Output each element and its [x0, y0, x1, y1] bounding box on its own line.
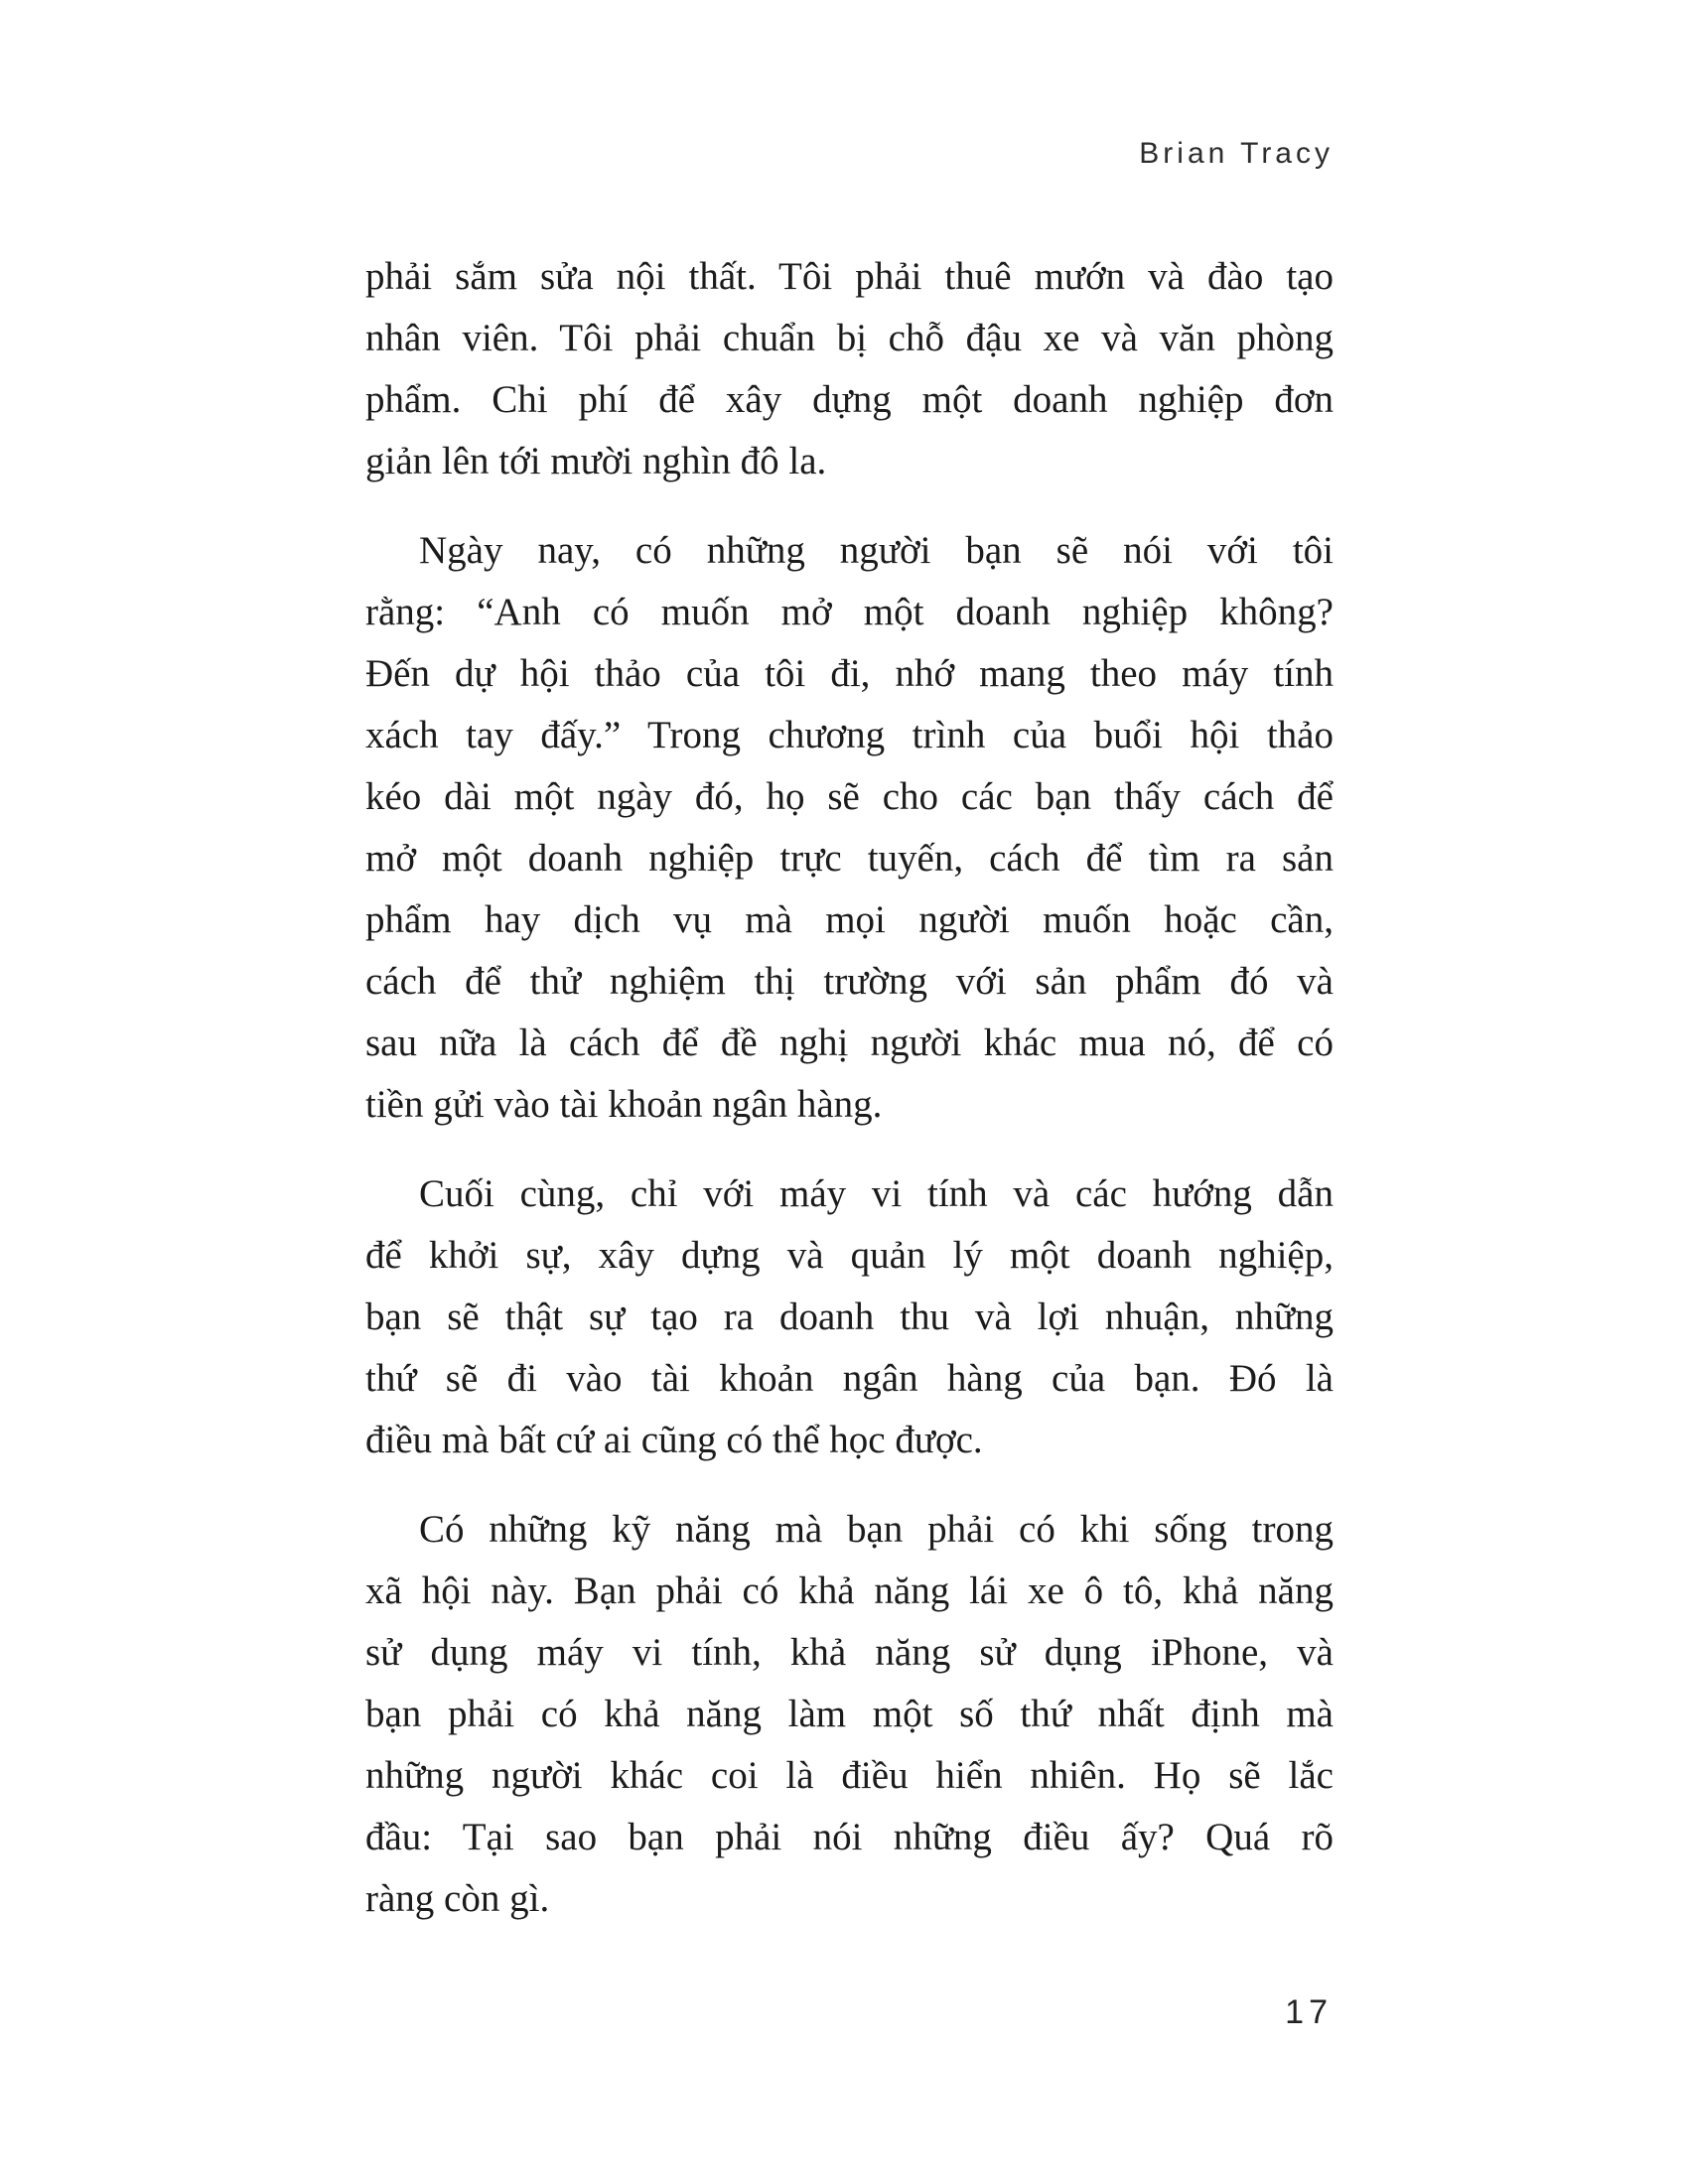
text-line: thứ sẽ đi vào tài khoản ngân hàng của bạn. Đó là: [365, 1357, 1334, 1400]
text-line: bạn sẽ thật sự tạo ra doanh thu và lợi nhuận, những: [365, 1296, 1334, 1338]
text-line: tiền gửi vào tài khoản ngân hàng.: [365, 1083, 883, 1126]
text-line: những người khác coi là điều hiển nhiên. Họ sẽ lắc: [365, 1754, 1334, 1797]
text-line: rằng: “Anh có muốn mở một doanh nghiệp không?: [365, 591, 1334, 633]
text-line: sau nữa là cách để đề nghị người khác mua nó, để có: [365, 1022, 1334, 1064]
text-line: xách tay đấy.” Trong chương trình của buổi hội thảo: [365, 714, 1334, 756]
text-line: phẩm. Chi phí để xây dựng một doanh nghiệp đơn: [365, 378, 1334, 421]
text-line: đầu: Tại sao bạn phải nói những điều ấy? Quá rõ: [365, 1816, 1334, 1858]
text-line: Có những kỹ năng mà bạn phải có khi sống trong: [419, 1508, 1334, 1551]
text-line: Đến dự hội thảo của tôi đi, nhớ mang theo máy tính: [365, 652, 1334, 695]
paragraph: [365, 246, 1334, 492]
text-line: ràng còn gì.: [365, 1877, 550, 1920]
paragraph: [365, 1163, 1334, 1471]
text-line: cách để thử nghiệm thị trường với sản phẩm đó và: [365, 960, 1334, 1003]
text-line: mở một doanh nghiệp trực tuyến, cách để tìm ra sản: [365, 837, 1334, 880]
text-line: phẩm hay dịch vụ mà mọi người muốn hoặc cần,: [365, 898, 1334, 941]
paragraph: [365, 520, 1334, 1136]
page-number: 17: [1285, 1993, 1333, 2031]
text-line: kéo dài một ngày đó, họ sẽ cho các bạn thấy cách để: [365, 775, 1334, 818]
running-header-author: Brian Tracy: [1139, 137, 1334, 170]
text-line: nhân viên. Tôi phải chuẩn bị chỗ đậu xe và văn phòng: [365, 317, 1334, 359]
text-line: điều mà bất cứ ai cũng có thể học được.: [365, 1419, 983, 1461]
body-text: [365, 246, 1334, 1930]
text-line: phải sắm sửa nội thất. Tôi phải thuê mướn và đào tạo: [365, 255, 1334, 298]
text-line: Ngày nay, có những người bạn sẽ nói với tôi: [419, 529, 1334, 572]
paragraph: [365, 1499, 1334, 1930]
text-line: bạn phải có khả năng làm một số thứ nhất định mà: [365, 1693, 1334, 1735]
text-line: sử dụng máy vi tính, khả năng sử dụng iPhone, và: [365, 1631, 1334, 1674]
text-line: để khởi sự, xây dựng và quản lý một doanh nghiệp,: [365, 1234, 1334, 1277]
text-line: xã hội này. Bạn phải có khả năng lái xe ô tô, khả năng: [365, 1570, 1334, 1612]
text-line: giản lên tới mười nghìn đô la.: [365, 440, 827, 482]
text-line: Cuối cùng, chỉ với máy vi tính và các hướng dẫn: [419, 1172, 1334, 1215]
